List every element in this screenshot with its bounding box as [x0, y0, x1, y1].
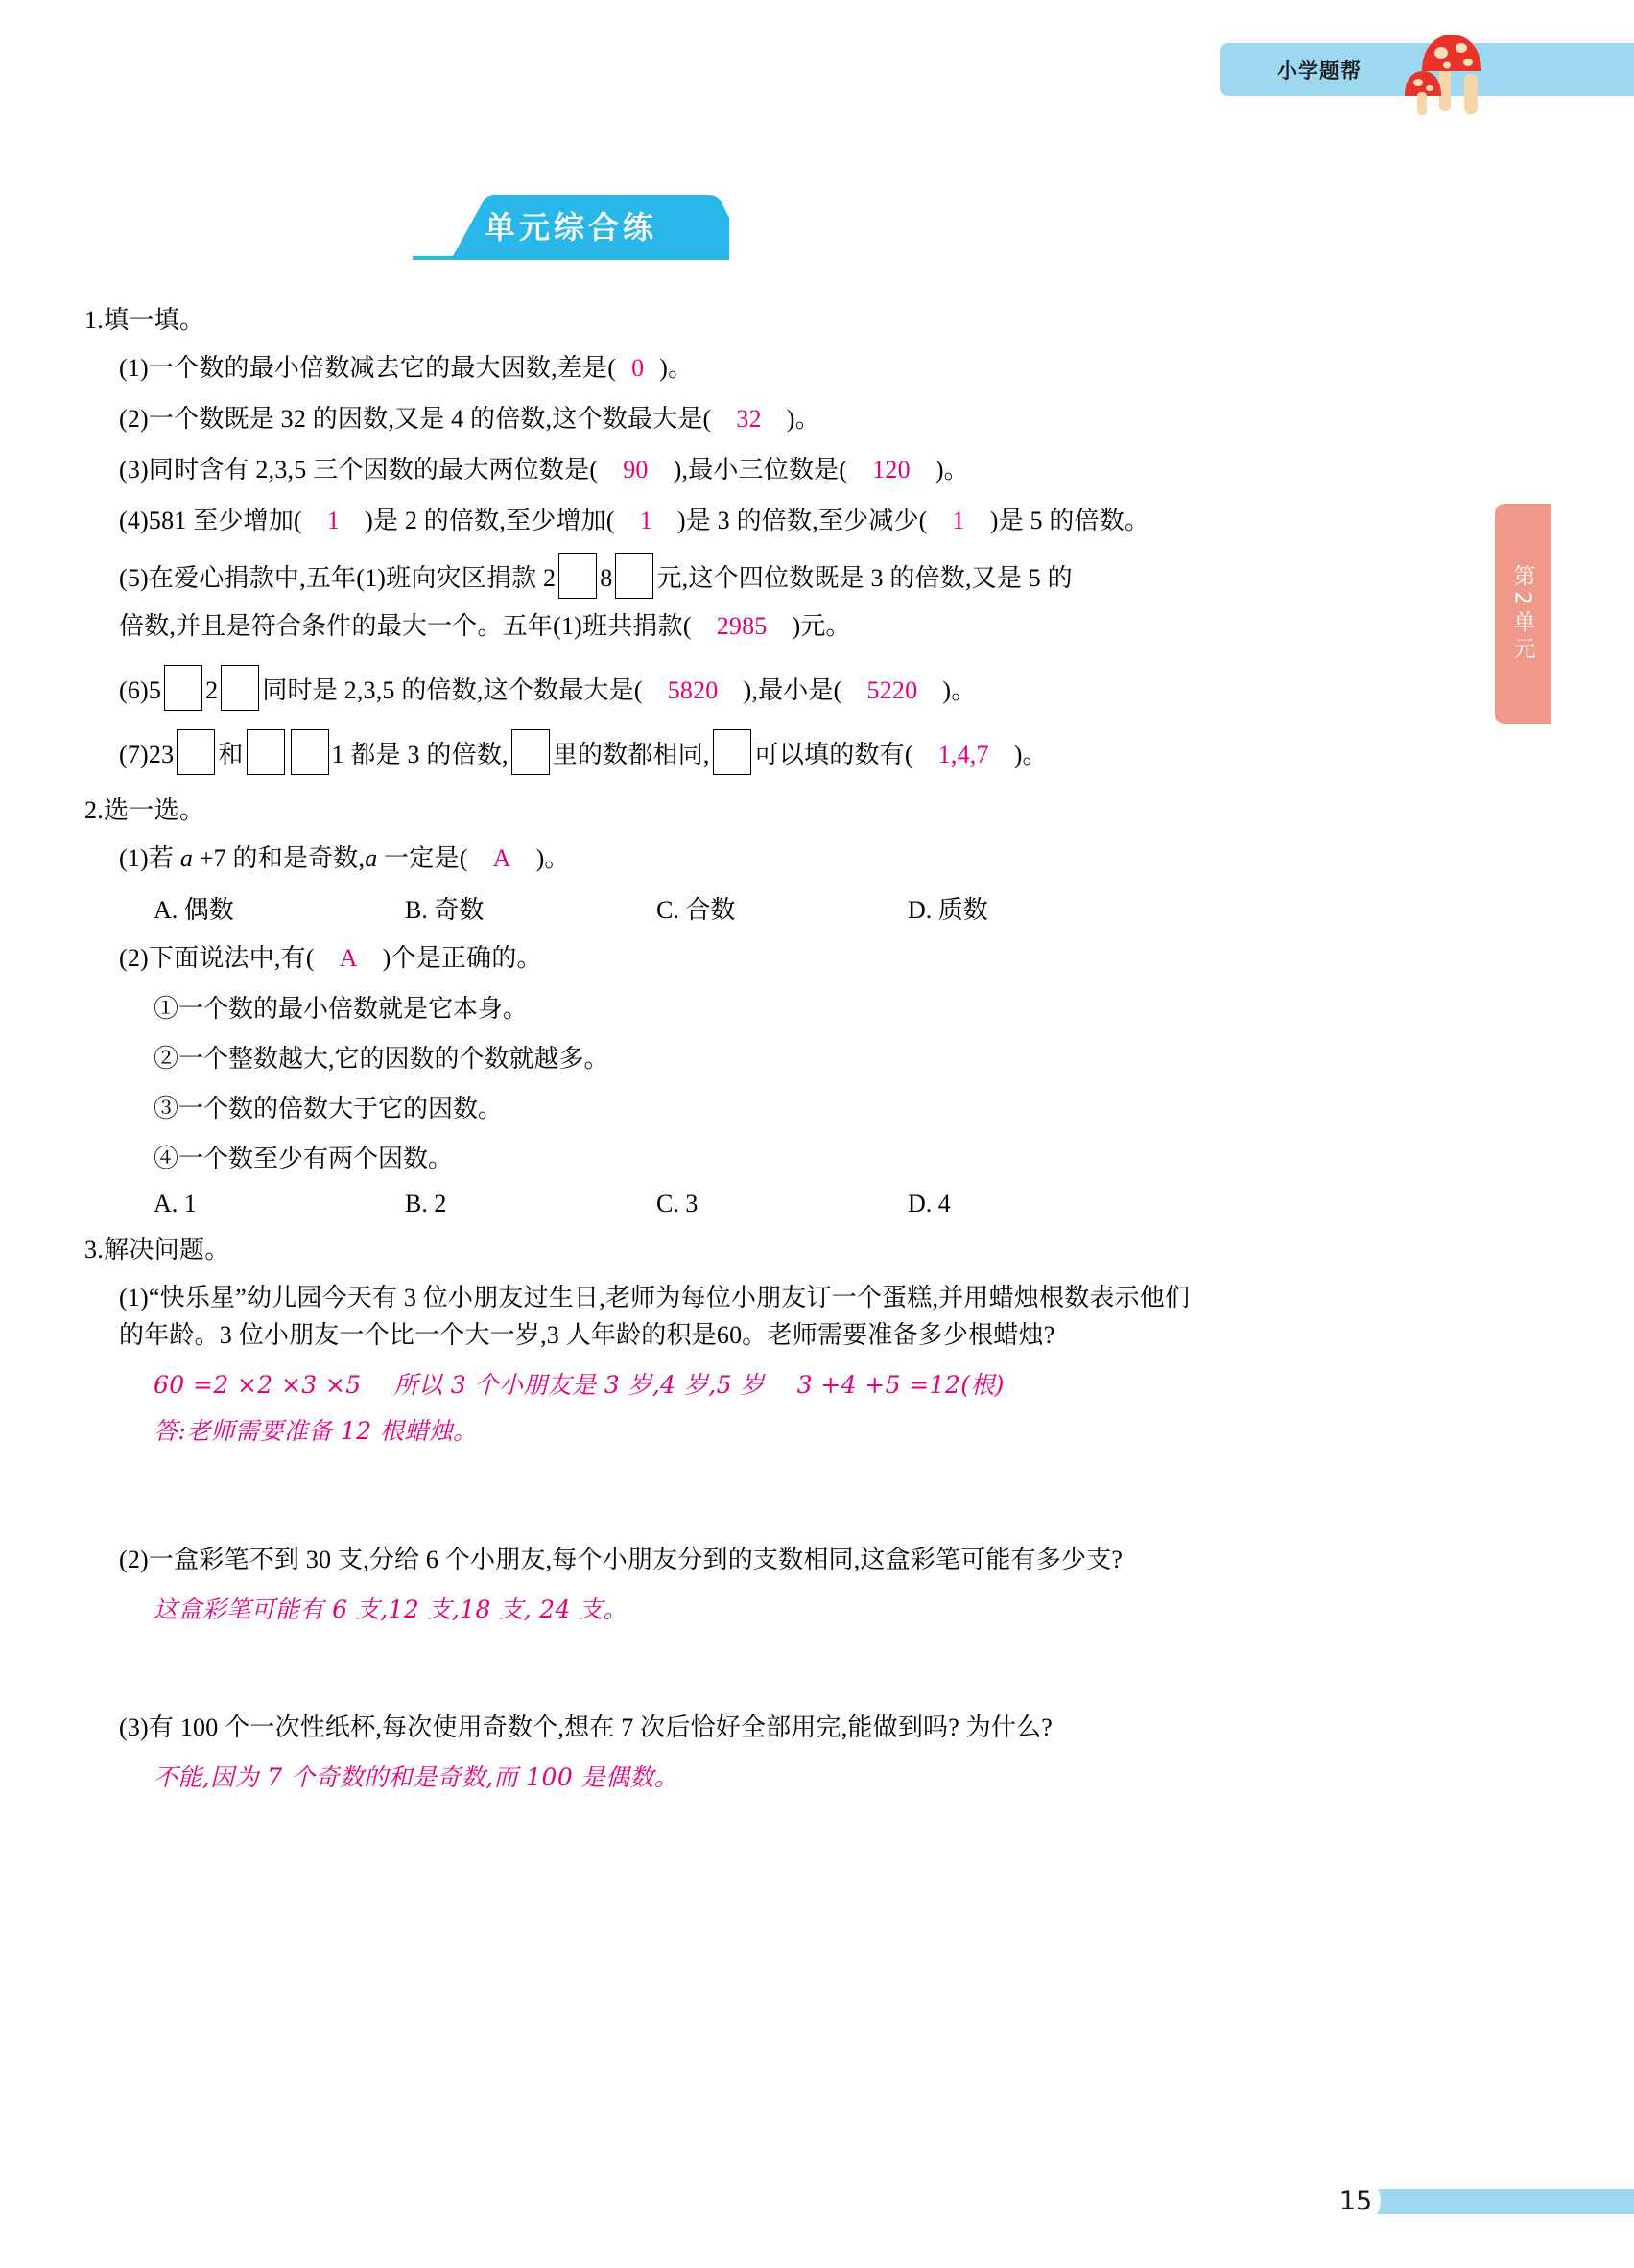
question-1-1	[84, 349, 1428, 387]
q1-4-answer-1: 1	[326, 506, 341, 534]
mushroom-decoration-icon	[1382, 21, 1526, 117]
q1-6-mid: 2	[205, 676, 219, 705]
q1-2-text: 一个数既是 32 的因数,又是 4 的倍数,这个数最大是(	[148, 404, 712, 433]
q3-2-line-1: 一盒彩笔不到 30 支,分给 6 个小朋友,每个小朋友分到的支数相同,这盒彩笔可能有多少支?	[148, 1546, 1124, 1574]
page-number: 15	[1331, 2176, 1381, 2226]
question-3-1-solution-work	[84, 1367, 1428, 1405]
q1-7-mid-3: 里的数都相同,	[552, 740, 710, 768]
q1-6-answer-1: 5820	[667, 676, 719, 705]
section-2-heading	[84, 792, 1428, 829]
q1-4-mid-1: )是 2 的倍数,至少增加(	[365, 506, 615, 534]
question-1-5	[84, 553, 1428, 651]
digit-box[interactable]	[177, 729, 215, 775]
q3-1-line-2: 的年龄。3 位小朋友一个比一个大一岁,3 人年龄的积是60。老师需要准备多少根蜡烛?	[119, 1320, 1055, 1349]
q1-5-text: 在爱心捐款中,五年(1)班向灾区捐款 2	[148, 563, 557, 592]
q1-6-mid-2: ),最小是(	[743, 676, 842, 705]
section-3-number: 3.	[84, 1236, 105, 1264]
digit-box[interactable]	[558, 553, 597, 599]
q3-1-reasoning: 所以 3 个小朋友是 3 岁,4 岁,5 岁	[393, 1370, 765, 1399]
q1-4-answer-3: 1	[952, 506, 965, 534]
question-3-3-answer: 不能,因为 7 个奇数的和是奇数,而 100 是偶数。	[154, 1763, 679, 1792]
q3-1-line-1: “快乐星”幼儿园今天有 3 位小朋友过生日,老师为每位小朋友订一个蛋糕,并用蜡烛根数表示他们	[148, 1283, 1191, 1311]
digit-box[interactable]	[713, 729, 751, 775]
q1-4-tail: )是 5 的倍数。	[989, 506, 1150, 534]
q1-6-text: 5	[148, 676, 162, 705]
section-3-heading	[84, 1232, 1428, 1268]
q1-5-answer: 2985	[716, 612, 768, 641]
spacer	[84, 1638, 1428, 1709]
q3-3-label: (3)	[119, 1713, 149, 1742]
q2-2-tail: )个是正确的。	[382, 944, 542, 973]
q3-2-label: (2)	[119, 1546, 149, 1574]
q2-1-text-a: 若	[148, 844, 180, 873]
worksheet-content	[84, 302, 1428, 1806]
q1-2-tail: )。	[786, 404, 820, 433]
statement-1: ①一个数的最小倍数就是它本身。	[154, 995, 529, 1024]
question-3-1	[84, 1279, 1428, 1354]
q1-3-answer-1: 90	[623, 455, 649, 484]
q2-2-answer: A	[339, 944, 358, 973]
question-3-2	[84, 1541, 1428, 1578]
question-1-7	[84, 729, 1428, 780]
q1-1-label: (1)	[119, 353, 149, 382]
digit-box[interactable]	[247, 729, 285, 775]
q1-1-tail: )。	[659, 353, 694, 382]
choice-b[interactable]: B. 2	[405, 1190, 447, 1218]
q2-1-variable: a	[179, 844, 194, 873]
q2-2-label: (2)	[119, 944, 149, 973]
digit-box[interactable]	[221, 665, 259, 711]
q1-5-tail: )元。	[792, 612, 851, 641]
choice-a[interactable]: A. 偶数	[154, 896, 234, 925]
statement-3: ③一个数的倍数大于它的因数。	[154, 1095, 504, 1123]
q1-4-label: (4)	[119, 506, 149, 534]
banner-underline	[413, 256, 729, 260]
choice-d[interactable]: D. 4	[908, 1190, 951, 1218]
q1-5-mid: 8	[600, 563, 613, 592]
q1-2-label: (2)	[119, 404, 149, 433]
q1-3-mid: ),最小三位数是(	[673, 455, 848, 484]
q2-2-text: 下面说法中,有(	[148, 944, 315, 973]
q3-1-factorization: 60 =2 ×2 ×3 ×5	[154, 1370, 362, 1399]
q1-6-tail: )。	[942, 676, 977, 705]
q2-1-text-b: +7 的和是奇数,	[193, 844, 366, 873]
q1-1-text: 一个数的最小倍数减去它的最大因数,差是(	[148, 353, 617, 382]
digit-box[interactable]	[511, 729, 550, 775]
q2-1-variable-2: a	[365, 844, 378, 873]
question-1-2	[84, 400, 1428, 437]
section-1-title: 填一填。	[104, 306, 205, 334]
q1-5-line2: 倍数,并且是符合条件的最大一个。五年(1)班共捐款(	[119, 612, 692, 641]
question-3-1-answer: 答:老师需要准备 12 根蜡烛。	[154, 1416, 478, 1445]
question-1-4	[84, 502, 1428, 539]
question-2-1-choices	[84, 890, 1428, 926]
digit-box[interactable]	[615, 553, 653, 599]
q1-4-text: 581 至少增加(	[148, 506, 302, 534]
q1-5-post: 元,这个四位数既是 3 的倍数,又是 5 的	[656, 563, 1073, 592]
question-1-6	[84, 665, 1428, 716]
footer-bar	[1362, 2189, 1634, 2214]
spacer	[84, 1458, 1428, 1541]
unit-side-tab	[1495, 504, 1551, 724]
q1-7-mid-2: 1 都是 3 的倍数,	[331, 740, 509, 768]
choice-c[interactable]: C. 合数	[656, 896, 736, 925]
question-2-2	[84, 939, 1428, 977]
q1-3-label: (3)	[119, 455, 149, 484]
page-title: 单元综合练	[484, 209, 657, 246]
q1-7-text: 23	[148, 740, 175, 768]
q1-6-post: 同时是 2,3,5 的倍数,这个数最大是(	[262, 676, 643, 705]
statement-4: ④一个数至少有两个因数。	[154, 1145, 454, 1173]
digit-box[interactable]	[164, 665, 202, 711]
q2-1-answer: A	[492, 844, 511, 873]
q1-2-answer: 32	[736, 404, 762, 433]
statement-2: ②一个整数越大,它的因数的个数就越多。	[154, 1045, 609, 1074]
q3-3-line-1: 有 100 个一次性纸杯,每次使用奇数个,想在 7 次后恰好全部用完,能做到吗? 为什么?	[148, 1713, 1054, 1742]
q1-7-label: (7)	[119, 740, 149, 768]
q1-4-answer-2: 1	[639, 506, 652, 534]
question-2-1	[84, 839, 1428, 877]
header-band-extension	[1508, 43, 1634, 96]
q1-6-label: (6)	[119, 676, 149, 705]
q1-7-answer: 1,4,7	[937, 740, 989, 768]
q1-3-tail: )。	[935, 455, 969, 484]
q3-1-sum: 3 +4 +5 =12(根)	[796, 1370, 1005, 1399]
q2-1-text-c: 一定是(	[377, 844, 468, 873]
q3-1-label: (1)	[119, 1283, 149, 1311]
q2-1-label: (1)	[119, 844, 149, 873]
q1-7-tail: )。	[1013, 740, 1048, 768]
q1-7-mid: 和	[218, 740, 244, 768]
question-3-3	[84, 1709, 1428, 1746]
q2-1-tail: )。	[535, 844, 570, 873]
digit-box[interactable]	[291, 729, 329, 775]
q1-6-answer-2: 5220	[866, 676, 918, 705]
section-3-title: 解决问题。	[104, 1236, 230, 1264]
question-1-3	[84, 451, 1428, 488]
section-1-number: 1.	[84, 306, 105, 334]
q1-5-label: (5)	[119, 563, 149, 592]
choice-c[interactable]: C. 3	[656, 1190, 699, 1218]
question-3-2-answer: 这盒彩笔可能有 6 支,12 支,18 支, 24 支。	[154, 1595, 628, 1624]
section-2-number: 2.	[84, 796, 105, 825]
choice-d[interactable]: D. 质数	[908, 896, 988, 925]
q1-7-mid-4: 可以填的数有(	[753, 740, 913, 768]
section-1-heading	[84, 302, 1428, 339]
section-2-title: 选一选。	[104, 796, 205, 825]
q1-1-answer: 0	[631, 353, 645, 382]
q1-3-text: 同时含有 2,3,5 三个因数的最大两位数是(	[148, 455, 599, 484]
brand-title: 小学题帮	[1277, 59, 1362, 83]
choice-b[interactable]: B. 奇数	[405, 896, 485, 925]
q1-4-mid-2: )是 3 的倍数,至少减少(	[676, 506, 928, 534]
q1-3-answer-2: 120	[872, 455, 911, 484]
question-2-2-choices	[84, 1190, 1428, 1218]
choice-a[interactable]: A. 1	[154, 1190, 197, 1218]
side-tab-label: 第2单元	[1509, 564, 1535, 664]
